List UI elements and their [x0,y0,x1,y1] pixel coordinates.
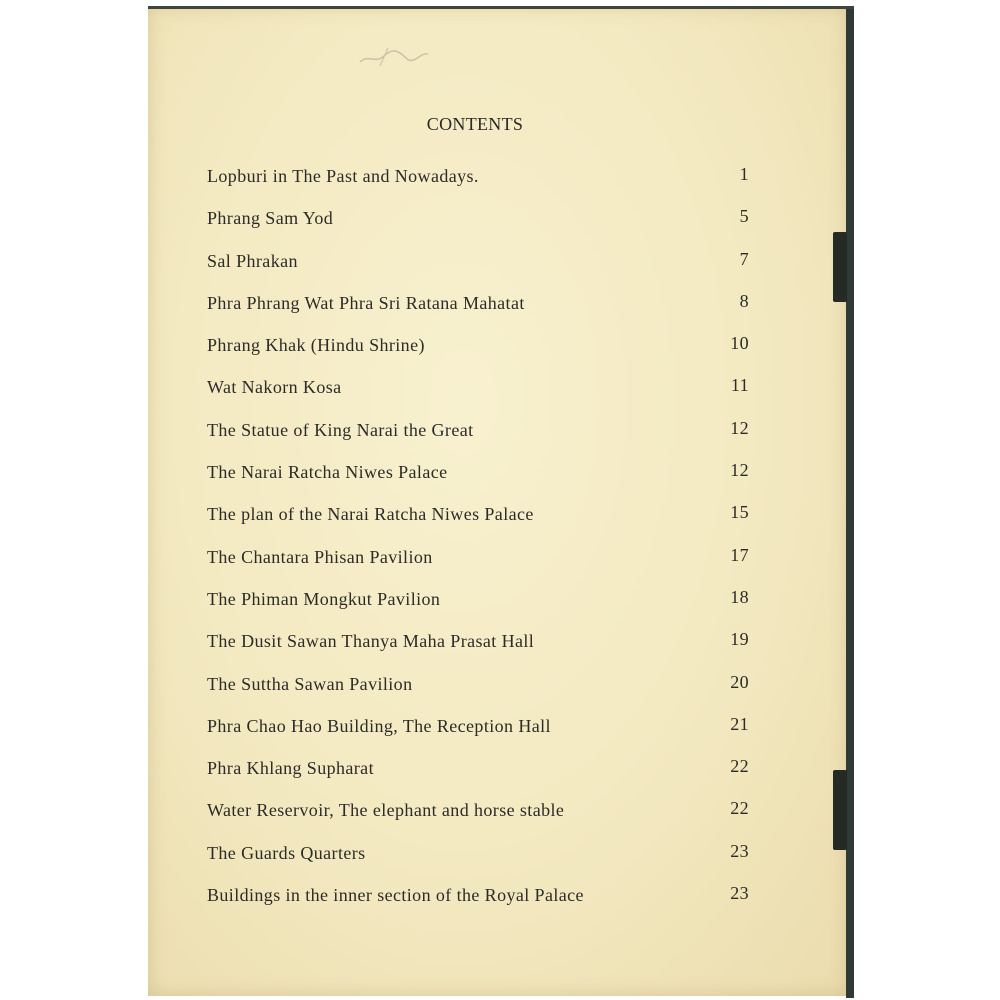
toc-entry-page: 15 [730,502,749,523]
toc-entry-page: 1 [739,164,749,184]
toc-entry-page: 7 [739,248,749,269]
toc-entry [207,462,767,504]
toc-entry-page: 10 [730,333,749,354]
toc-entry-title: Phrang Khak (Hindu Shrine) [207,335,425,356]
toc-entry-page: 12 [730,460,749,481]
toc-entry-title: The Chantara Phisan Pavilion [207,546,433,567]
toc-entry-page: 21 [730,713,749,734]
toc-entry [207,586,767,631]
toc-entry-page: 18 [730,586,749,607]
toc-entry-page: 23 [730,883,749,904]
toc-entry-page: 5 [739,206,749,227]
toc-entry-title: Phra Phrang Wat Phra Sri Ratana Mahatat [207,292,525,313]
toc-entry-page: 19 [730,629,749,650]
toc-entry [207,417,767,462]
toc-entry-title: The Narai Ratcha Niwes Palace [207,462,448,483]
toc-entry-title: The plan of the Narai Ratcha Niwes Palace [207,504,534,525]
toc-entry [207,631,767,673]
binding-clip-upper [833,232,847,302]
toc-entry-title: Lopburi in The Past and Nowadays. [207,166,479,186]
toc-entry-title: Sal Phrakan [207,250,298,271]
toc-entry [207,504,767,546]
binding-clip-lower [833,770,847,850]
toc-entry-title: Buildings in the inner section of the Royal Palace [207,885,584,906]
toc-entry-title: The Guards Quarters [207,842,366,863]
toc-entry [207,671,767,716]
toc-entry-title: Phra Chao Hao Building, The Reception Hall [207,715,551,736]
toc-entry [207,290,767,335]
table-of-contents [207,166,767,927]
toc-entry-title: Phrang Sam Yod [207,208,334,229]
toc-entry-title: Wat Nakorn Kosa [207,377,342,398]
toc-entry-page: 23 [730,840,749,861]
toc-entry [207,377,767,419]
toc-entry [207,885,767,927]
toc-entry [207,248,767,293]
toc-entry [207,166,767,208]
toc-entry-title: The Suttha Sawan Pavilion [207,673,413,694]
toc-entry-title: Phra Khlang Supharat [207,758,374,779]
toc-entry-title: The Phiman Mongkut Pavilion [207,588,441,609]
toc-entry [207,335,767,377]
toc-entry-title: Water Reservoir, The elephant and horse stable [207,800,565,821]
toc-entry [207,544,767,589]
toc-entry-page: 20 [730,671,749,692]
toc-entry-page: 17 [730,544,749,565]
toc-entry-title: The Dusit Sawan Thanya Maha Prasat Hall [207,631,535,652]
toc-entry [207,800,767,842]
toc-entry-page: 22 [730,798,749,819]
toc-entry [207,840,767,885]
toc-entry-page: 12 [730,417,749,438]
pencil-scribble-mark [358,44,430,70]
book-spine [846,6,854,998]
page-top-edge [148,6,854,9]
toc-entry [207,758,767,800]
toc-entry-title: The Statue of King Narai the Great [207,419,474,440]
toc-entry [207,713,767,758]
toc-entry-page: 8 [739,290,749,311]
toc-entry [207,208,767,250]
toc-entry-page: 11 [730,375,749,396]
toc-entry-page: 22 [730,756,749,777]
contents-heading: CONTENTS [426,114,524,134]
